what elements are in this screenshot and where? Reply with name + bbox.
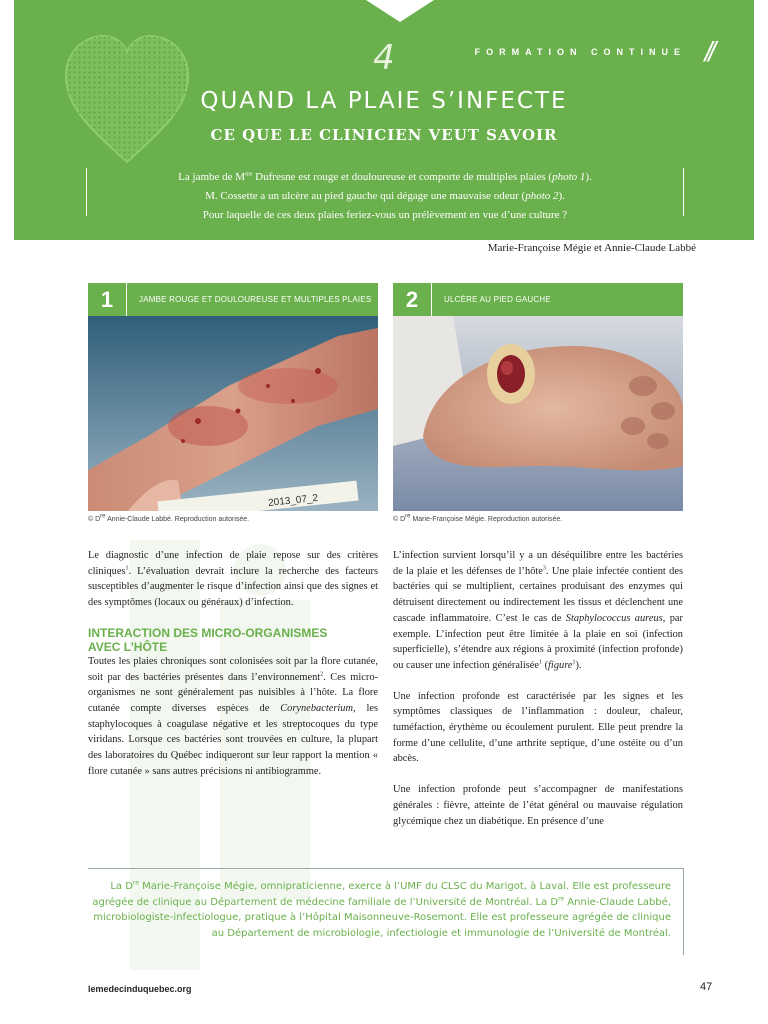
intro-line-3: Pour laquelle de ces deux plaies feriez-vous un prélèvement en vue d’une culture ?	[202, 209, 568, 221]
author-bio-box	[88, 868, 684, 955]
ruler-text: 2013_07_2	[267, 492, 319, 509]
photo-foot	[393, 316, 683, 511]
paragraph: Toutes les plaies chroniques sont colonisées soit par la flore cutanée, soit par des bactéries présentes dans l’environnement$^2$. Ces micro-organismes ne sont généralement pas nuisibles à l’hôte. La flore cutanée compte diverses espèces de Corynebacterium, les staphylocoques à coagulase négative et les streptocoques du type viridans. Lorsque ces bactéries sont trouvées en culture, la plupart des laboratoires du Québec indiqueront sur leur rapport la mention « flore cutanée » sans autres précisions ni antibiogramme.	[88, 655, 379, 777]
photo-card-2	[393, 283, 683, 523]
article-subtitle: CE QUE LE CLINICIEN VEUT SAVOIR	[210, 126, 558, 144]
intro-line-1: La jambe de $M^{me}$ Dufresne est rouge et douloureuse et comporte de multiples plaies (photo 1).	[178, 171, 592, 183]
paragraph: Une infection profonde est caractérisée par les signes et les symptômes classiques de l’inflammation : douleur, chaleur, tuméfaction, érythème ou écoulement purulent. Elle peut prendre la forme d’une cellulite, d’une arthrite septique, d’une ostéite ou d’un abcès.	[393, 690, 683, 765]
photo-label: JAMBE ROUGE ET DOULOUREUSE ET MULTIPLES PLAIES	[139, 295, 372, 304]
intro-line-2: M. Cossette a un ulcère au pied gauche qui dégage une mauvaise odeur (photo 2).	[205, 190, 565, 202]
footer-website[interactable]: lemedecinduquebec.org	[88, 984, 192, 994]
photo-number: 2	[393, 283, 432, 316]
photo-credit: © Dre Annie-Claude Labbé. Reproduction autorisée.	[88, 513, 250, 523]
photo-caption-bar	[88, 283, 378, 316]
section-heading: INTERACTION DES MICRO-ORGANISMES AVEC L’HÔTE	[88, 625, 328, 654]
section-label: FORMATION CONTINUE	[474, 47, 686, 57]
header-notch	[366, 0, 434, 22]
authors: Marie-Françoise Mégie et Annie-Claude Labbé	[487, 242, 696, 254]
article-header	[14, 0, 754, 240]
paragraph: L’infection survient lorsqu’il y a un déséquilibre entre les bactéries de la plaie et les défenses de l’hôte$^3$. Une plaie infectée contient des bactéries qui se multiplient, certaines produisant des enzymes qui détruisent directement ou indirectement les tissus et déclenchent une cascade inflammatoire. C’est le cas de Staphylococcus aureus, par exemple. L’infection peut être limitée à la plaie en soi (infection superficielle), s’étendre aux régions à proximité (infection profonde) ou causer une infection généralisée$^1$ (figure$^1$).	[393, 550, 683, 671]
photo-label: ULCÈRE AU PIED GAUCHE	[444, 295, 551, 304]
paragraph: Une infection profonde peut s’accompagner de manifestations générales : fièvre, atteinte de l’état général ou mauvaise régulation glycémique chez un diabétique. En présence d’une	[393, 784, 683, 827]
photo-caption-bar	[393, 283, 683, 316]
page-number: 47	[700, 981, 713, 993]
photo-credit: © Dre Marie-Françoise Mégie. Reproduction autorisée.	[393, 513, 563, 523]
photo-card-1	[88, 283, 378, 523]
intro-box	[86, 168, 684, 221]
body-right-column	[393, 548, 683, 844]
photo-number: 1	[88, 283, 127, 316]
section-slashes: //	[704, 36, 712, 67]
article-number: 4	[373, 38, 395, 78]
article-title: QUAND LA PLAIE S’INFECTE	[200, 88, 568, 114]
photo-leg	[88, 316, 378, 511]
paragraph: Le diagnostic d’une infection de plaie repose sur des critères cliniques$^1$. L’évaluation devrait inclure la recherche des facteurs susceptibles d’augmenter le risque d’infection ainsi que des signes et des symptômes (locaux ou généraux) d’infection.	[88, 550, 378, 609]
foot-illustration	[393, 316, 683, 511]
body-left-column	[88, 548, 378, 794]
leg-illustration	[88, 316, 378, 511]
author-bio: La Dre Marie-Françoise Mégie, omnipraticienne, exerce à l’UMF du CLSC du Marigot, à Laval. Elle est professeure agrégée de clinique au Département de médecine familiale de l’Université de Montréal. La Dre Annie-Claude Labbé, microbiologiste-infectiologue, pratique à l’Hôpital Maisonneuve-Rosemont. Elle est professeure agrégée de clinique au Département de microbiologie, infectiologie et immunologie de l’Université de Montréal.	[92, 879, 671, 939]
